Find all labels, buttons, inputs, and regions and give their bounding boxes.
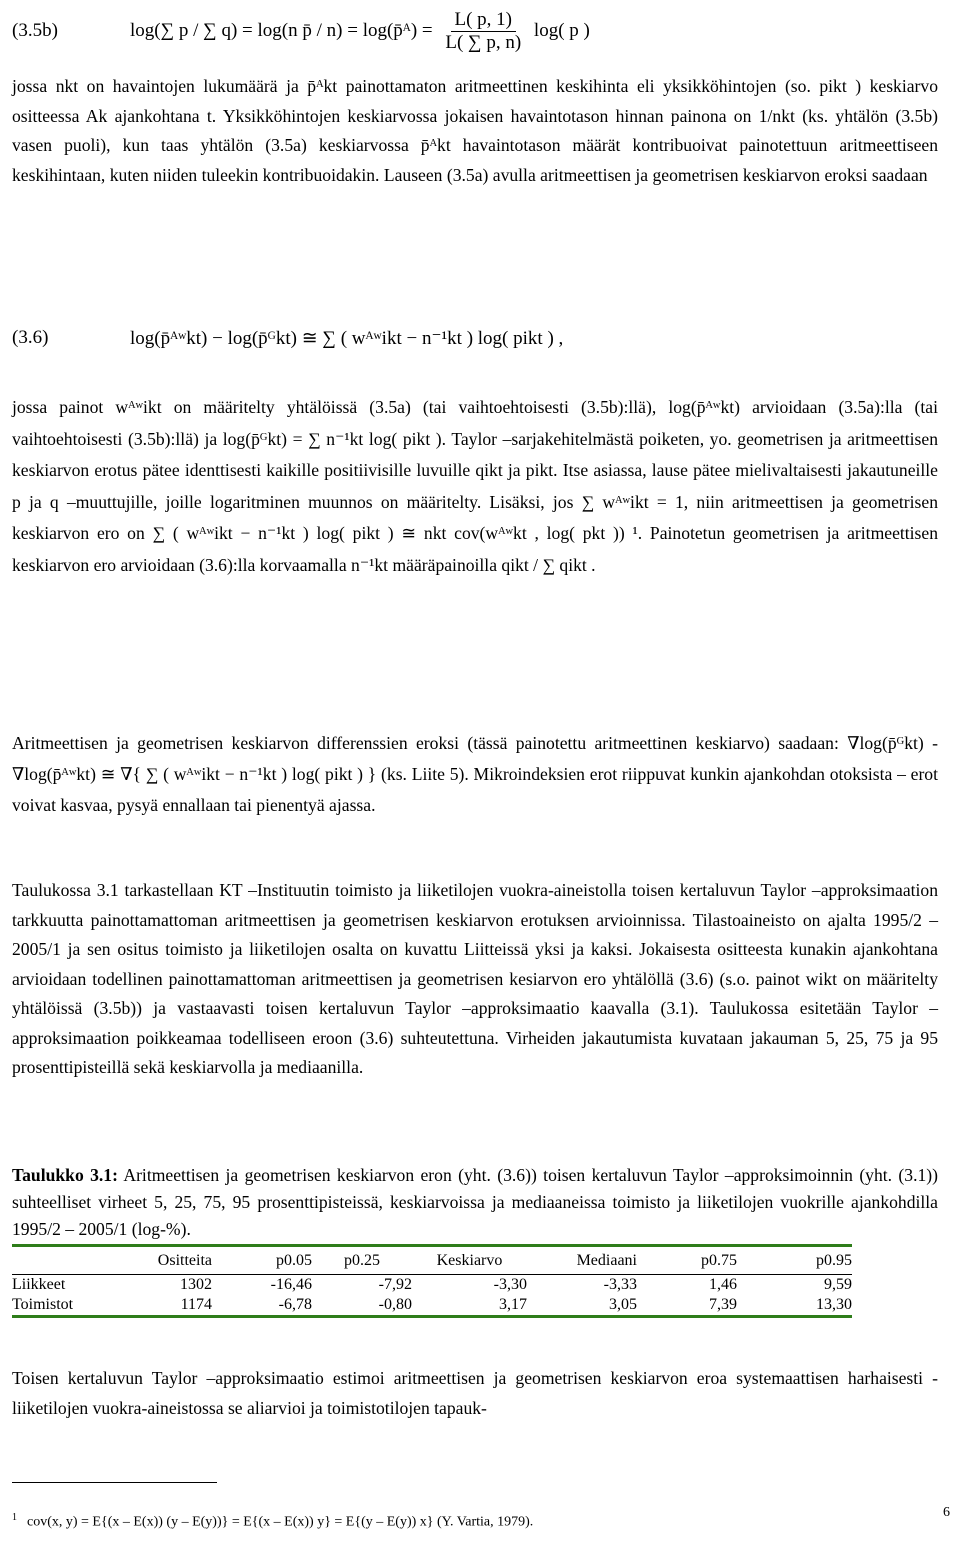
table-cell: 9,59 <box>824 1276 852 1293</box>
equation-number: (3.5b) <box>12 20 58 41</box>
paragraph-2: jossa painot wᴬʷikt on määritelty yhtälöissä (3.5a) (tai vaihtoehtoisesti (3.5b):llä), log(p̄ᴬʷkt) arvioidaan (3.5a):lla (tai vaihtoehtoisesti (3.5b):llä) ja log(p̄ᴳkt) = ∑ n⁻¹kt log( pikt ). Taylor –sarjakehitelmästä poiketen, yo. geometrisen ja aritmeettisen keskiarvon erotus pätee identtisesti kaikille positiivisille luvuille qikt ja pikt. Itse asiassa, lause pätee mielivaltaisesti jakautuneille p ja q –muuttujille, joille logaritminen muunnos on määritelty. Lisäksi, jos ∑ wᴬʷikt = 1, niin aritmeettisen ja geometrisen keskiarvon ero on ∑ ( wᴬʷikt − n⁻¹kt ) log( pikt ) ≅ nkt cov(wᴬʷkt , log( pkt )) ¹. Painotetun geometrisen ja aritmeettisen keskiarvon ero arvioidaan (3.6):lla korvaamalla n⁻¹kt määräpainoilla qikt / ∑ qikt . <box>12 397 938 575</box>
table-cell: 13,30 <box>816 1296 852 1313</box>
table-cell: -7,92 <box>378 1276 412 1293</box>
paragraph-4: Taulukossa 3.1 tarkastellaan KT –Instituutin toimisto ja liiketilojen vuokra-aineistolla toisen kertaluvun Taylor –approksimaation tarkkuutta painottamattoman aritmeettisen ja geometrisen keskiarvon erotuksen arvioinnissa. Tilastoaineisto on ajalta 1995/2 – 2005/1 ja sen ositus toimisto ja liiketilojen osalta on kuvattu Liitteissä yksi ja kaksi. Jokaisesta ositteesta kunakin ajankohtana arvioidaan todellinen painottamattoman aritmeettisen ja geometrisen kesiarvon ero yhtälöllä (3.6) (s.o. painot wikt on määritelty yhtälöissä (3.5b)) ja vastaavasti toisen kertaluvun Taylor –approksimaatio kaavalla (3.1). Taulukossa esitetään Taylor –approksimaation poikkeamaa todelliseen eroon (3.6) suhteutettuna. Virheiden jakautumista kuvataan jakauman 5, 25, 75 ja 95 prosenttipisteillä sekä keskiarvolla ja mediaanilla. <box>12 880 938 1077</box>
table-row <box>12 1275 852 1295</box>
table-cell: Toimistot <box>12 1296 74 1313</box>
footnote-separator <box>12 1482 217 1483</box>
table-cell: 1,46 <box>709 1276 737 1293</box>
table-header: p0.95 <box>816 1252 852 1269</box>
table-caption-text: Aritmeettisen ja geometrisen keskiarvon eron (yht. (3.6)) toisen kertaluvun Taylor –approksimoinnin (yht. (3.1)) suhteelliset virheet 5, 25, 75, 95 prosenttipisteissä, keskiarvoissa ja mediaaneissa toimisto ja liiketilojen vuokrille ajankohdilla 1995/2 – 2005/1 (log-%). <box>12 1165 938 1239</box>
table-cell: 1302 <box>180 1276 212 1293</box>
equation-lhs: log(∑ p / ∑ q) = log(n p̄ / n) = log(p̄ᴬ) = <box>130 19 433 41</box>
table-header: Mediaani <box>576 1252 637 1269</box>
results-table <box>12 1244 852 1318</box>
equation-body <box>130 9 940 54</box>
table-cell: -0,80 <box>378 1296 412 1313</box>
paragraph-1: jossa nkt on havaintojen lukumäärä ja p̄ᴬkt painottamaton aritmeettinen keskihinta eli yksikköhintojen (so. pikt ) keskiarvo ositteessa Ak ajankohtana t. Yksikköhintojen keskiarvossa jokaisen havaintotason hinnan painona on 1/nkt (ks. yhtälön (3.5b) vasen puoli), kun taas yhtälön (3.5a) keskiarvossa p̄ᴬkt havaintotason määrät kontribuoivat painotettuun aritmeettiseen keskihintaan, kuten niiden tuleekin kontribuoidakin. Lauseen (3.5a) avulla aritmeettisen ja geometrisen keskiarvon eroksi saadaan <box>12 76 938 185</box>
table-caption <box>12 1162 938 1243</box>
equation-number: (3.6) <box>12 327 49 348</box>
table-cell: 3,17 <box>499 1296 527 1313</box>
table-cell: -3,30 <box>493 1276 527 1293</box>
table-caption-label: Taulukko 3.1: <box>12 1165 118 1185</box>
equation-rhs: log( p ) <box>533 19 590 41</box>
table-cell: 3,05 <box>609 1296 637 1313</box>
fraction-denominator: L( ∑ p, n) <box>445 31 522 53</box>
table-cell: -6,78 <box>278 1296 312 1313</box>
fraction-numerator: L( p, 1) <box>451 9 517 32</box>
table-header <box>12 1247 122 1274</box>
footnote-mark: 1 <box>12 1512 17 1523</box>
table-row <box>12 1295 852 1315</box>
table-header: Ositteita <box>157 1252 212 1269</box>
table-header: p0.75 <box>701 1252 737 1269</box>
equation-3-6 <box>12 313 940 363</box>
footnote <box>12 1512 940 1531</box>
page-number: 6 <box>943 1505 950 1520</box>
table-header-row <box>12 1247 852 1274</box>
footnote-text: cov(x, y) = E{(x – E(x)) (y – E(y))} = E{(x – E(x)) y} = E{(y – E(y)) x} (Y. Vartia, 1979). <box>27 1514 534 1530</box>
table-bottom-rule <box>12 1315 852 1318</box>
paragraph-5: Toisen kertaluvun Taylor –approksimaatio estimoi aritmeettisen ja geometrisen keskiarvon eroa systemaattisen harhaisesti - liiketilojen vuokra-aineistossa se aliarvioi ja toimistotilojen tapauk- <box>12 1368 938 1418</box>
table-cell: 1174 <box>180 1296 212 1313</box>
equation-3-5b <box>12 0 940 62</box>
table-header: Keskiarvo <box>436 1252 503 1269</box>
equation-fraction <box>441 9 525 54</box>
paragraph-3: Aritmeettisen ja geometrisen keskiarvon differenssien eroksi (tässä painotettu aritmeettinen keskiarvo) saadaan: ∇log(p̄ᴳkt) - ∇log(p̄ᴬʷkt) ≅ ∇{ ∑ ( wᴬʷikt − n⁻¹kt ) log( pikt ) } (ks. Liite 5). Mikroindeksien erot riippuvat kunkin ajankohdan otoksista – erot voivat kasvaa, pysyä ennallaan tai pienentyä ajassa. <box>12 733 938 815</box>
table-cell: Liikkeet <box>12 1276 66 1293</box>
table-cell: -16,46 <box>270 1276 312 1293</box>
table-header: p0.05 <box>276 1252 312 1269</box>
table-header: p0.25 <box>344 1252 380 1269</box>
table-cell: 7,39 <box>709 1296 737 1313</box>
table-cell: -3,33 <box>603 1276 637 1293</box>
equation-body: log(p̄ᴬʷkt) − log(p̄ᴳkt) ≅ ∑ ( wᴬʷikt − n⁻¹kt ) log( pikt ) , <box>130 327 564 349</box>
